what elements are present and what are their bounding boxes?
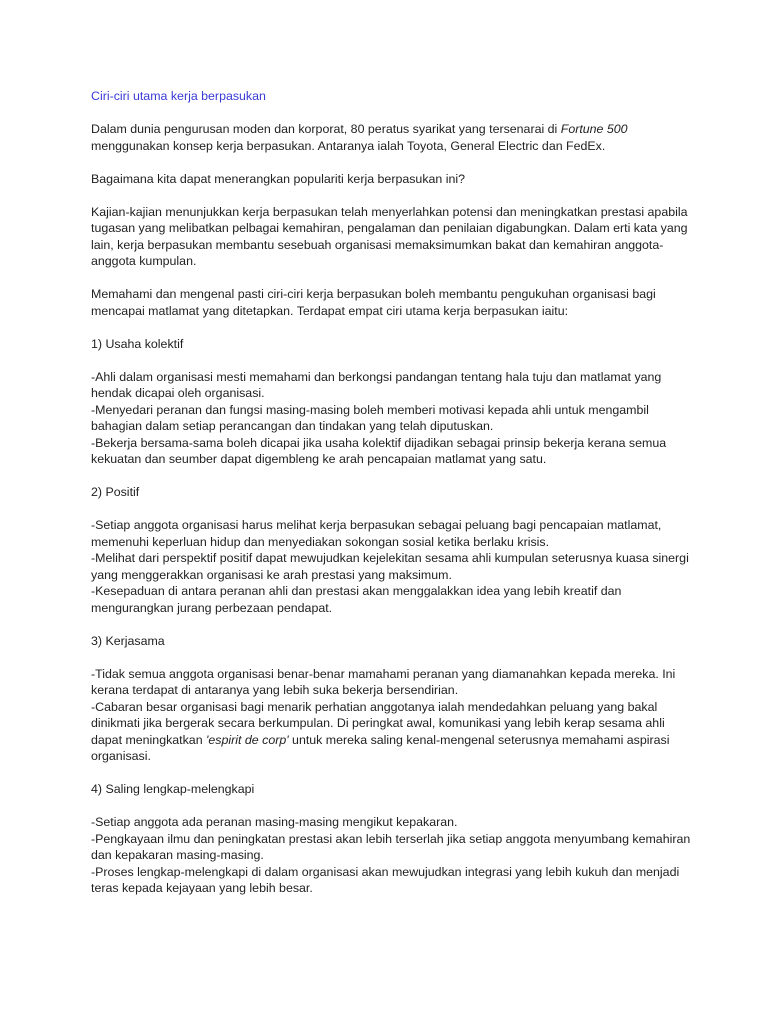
section-heading-usaha-kolektif: 1) Usaha kolektif — [91, 336, 184, 351]
intro-paragraph-4: Memahami dan mengenal pasti ciri-ciri kerja berpasukan boleh membantu pengukuhan organisasi bagi mencapai matlamat yang ditetapkan. Terdapat empat ciri utama kerja berpasukan iaitu: — [91, 287, 656, 318]
list-item-text-b: untuk mereka saling kenal-mengenal seterusnya memahami aspirasi organisasi. — [91, 732, 670, 763]
intro-paragraph-1 — [91, 121, 691, 154]
section-heading-saling-lengkap-melengkapi: 4) Saling lengkap-melengkapi — [91, 782, 255, 796]
intro-paragraph-1-text-b: menggunakan konsep kerja berpasukan. Antaranya ialah Toyota, General Electric dan FedEx. — [91, 138, 606, 153]
section-items-saling-lengkap-melengkapi — [91, 814, 691, 897]
document-title: Ciri-ciri utama kerja berpasukan — [91, 89, 266, 103]
list-item: -Bekerja bersama-sama boleh dicapai jika usaha kolektif dijadikan sebagai prinsip bekerja kerana semua kekuatan dan seumber dapat digembleng ke arah pencapaian matlamat yang satu. — [91, 435, 667, 466]
list-item: -Kesepaduan di antara peranan ahli dan prestasi akan menggalakkan idea yang lebih kreatif dan mengurangkan jurang perbezaan pendapat. — [91, 584, 622, 615]
section-items-kerjasama — [91, 666, 691, 765]
list-item: -Pengkayaan ilmu dan peningkatan prestasi akan lebih terserlah jika setiap anggota menyumbang kemahiran dan kepakaran masing-masing. — [91, 831, 691, 862]
section-heading-positif: 2) Positif — [91, 485, 140, 499]
list-item: -Ahli dalam organisasi mesti memahami dan berkongsi pandangan tentang hala tuju dan matlamat yang hendak dicapai oleh organisasi. — [91, 369, 662, 400]
list-item — [91, 699, 691, 765]
intro-paragraph-3: Kajian-kajian menunjukkan kerja berpasukan telah menyerlahkan potensi dan meningkatkan prestasi apabila tugasan yang melibatkan pelbagai kemahiran, pengalaman dan penilaian digabungkan. Dalam erti kata yang lain, kerja berpasukan membantu sesebuah organisasi memaksimumkan bakat dan kemahiran anggota-anggota kumpulan. — [91, 204, 688, 268]
list-item: -Menyedari peranan dan fungsi masing-masing boleh memberi motivasi kepada ahli untuk mengambil bahagian dalam setiap perancangan dan tindakan yang telah diputuskan. — [91, 402, 649, 433]
list-item: -Setiap anggota organisasi harus melihat kerja berpasukan sebagai peluang bagi pencapaian matlamat, memenuhi keperluan hidup dan menyediakan sokongan sosial ketika berlaku krisis. — [91, 518, 662, 549]
section-items-usaha-kolektif — [91, 369, 691, 468]
intro-paragraph-2: Bagaimana kita dapat menerangkan populariti kerja berpasukan ini? — [91, 171, 466, 186]
list-item: -Proses lengkap-melengkapi di dalam organisasi akan mewujudkan integrasi yang lebih kukuh dan menjadi teras kepada kejayaan yang lebih besar. — [91, 864, 680, 895]
fortune-500-emphasis: Fortune 500 — [560, 122, 628, 136]
intro-paragraph-1-text-a: Dalam dunia pengurusan moden dan korporat, 80 peratus syarikat yang tersenarai di — [91, 122, 561, 136]
list-item: -Setiap anggota ada peranan masing-masing mengikut kepakaran. — [91, 815, 458, 829]
list-item-text-a: -Cabaran besar organisasi bagi menarik perhatian anggotanya ialah mendedahkan peluang yang bakal dinikmati jika bergerak secara berkumpulan. Di peringkat awal, komunikasi yang lebih kerap sesama ahli dapat meningkatkan — [91, 699, 665, 747]
document-page — [91, 88, 691, 913]
section-items-positif — [91, 517, 691, 616]
espirit-de-corp-emphasis: 'espirit de corp' — [206, 732, 289, 747]
list-item: -Melihat dari perspektif positif dapat mewujudkan kejelekitan sesama ahli kumpulan seterusnya kuasa sinergi yang menggerakkan organisasi ke arah prestasi yang maksimum. — [91, 551, 689, 582]
section-heading-kerjasama: 3) Kerjasama — [91, 633, 165, 648]
list-item: -Tidak semua anggota organisasi benar-benar mamahami peranan yang diamanahkan kepada mereka. Ini kerana terdapat di antaranya yang lebih suka bekerja bersendirian. — [91, 666, 676, 697]
